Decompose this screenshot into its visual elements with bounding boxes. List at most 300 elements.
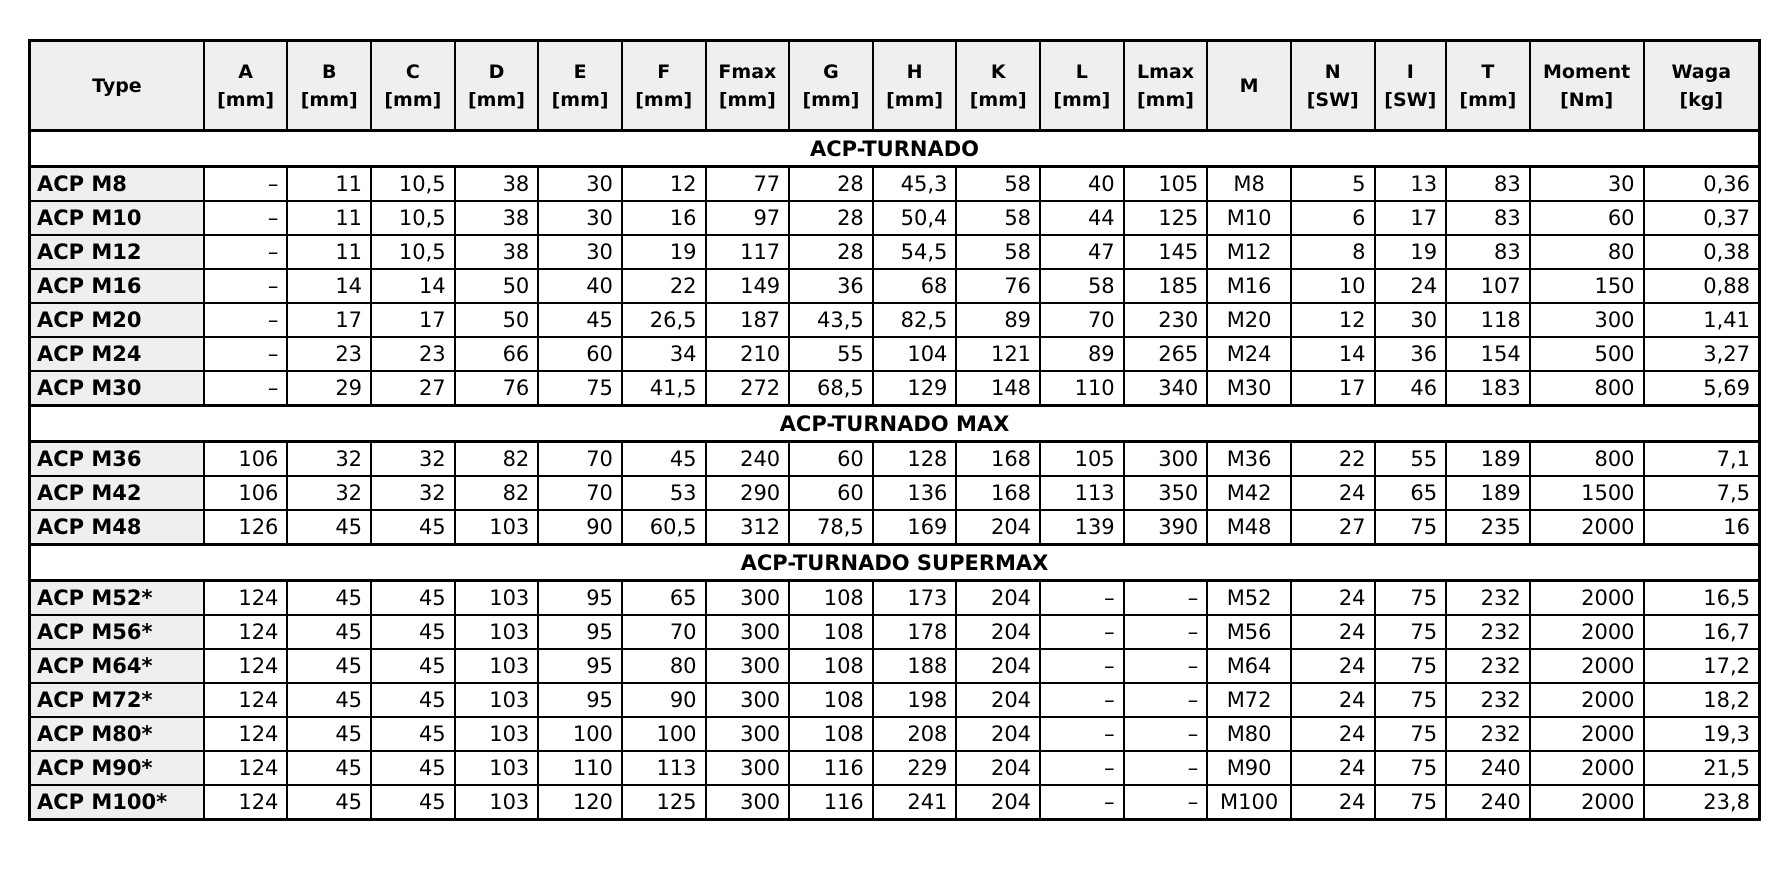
table-row <box>30 581 1760 616</box>
value-cell: 0,36 <box>1644 167 1760 202</box>
value-cell: 2000 <box>1530 717 1644 751</box>
value-cell: 28 <box>789 201 873 235</box>
value-cell: 24 <box>1291 717 1375 751</box>
column-header-l <box>1040 41 1124 131</box>
column-header-unit: [mm] <box>1137 88 1194 111</box>
value-cell: 60 <box>789 442 873 477</box>
value-cell: 300 <box>706 751 790 785</box>
value-cell: 32 <box>287 442 371 477</box>
value-cell: 45 <box>371 649 455 683</box>
value-cell: 60 <box>538 337 622 371</box>
value-cell: 300 <box>706 683 790 717</box>
column-header-unit: [mm] <box>217 88 275 111</box>
value-cell: 40 <box>1040 167 1124 202</box>
column-header-unit: [mm] <box>635 88 693 111</box>
spec-table <box>28 39 1761 821</box>
value-cell: 23 <box>287 337 371 371</box>
group-title: ACP-TURNADO MAX <box>30 406 1760 442</box>
value-cell: 75 <box>1375 683 1447 717</box>
group-header-row <box>30 131 1760 167</box>
value-cell: 17 <box>1375 201 1447 235</box>
value-cell: 58 <box>956 167 1040 202</box>
value-cell: 204 <box>956 581 1040 616</box>
value-cell: 89 <box>956 303 1040 337</box>
value-cell: 312 <box>706 510 790 545</box>
value-cell: 2000 <box>1530 581 1644 616</box>
value-cell: 82,5 <box>873 303 957 337</box>
value-cell: M20 <box>1207 303 1291 337</box>
value-cell: 11 <box>287 235 371 269</box>
column-header-label: E <box>573 60 587 83</box>
value-cell: 103 <box>455 510 539 545</box>
value-cell: 210 <box>706 337 790 371</box>
table-row <box>30 167 1760 202</box>
value-cell: 168 <box>956 442 1040 477</box>
value-cell: 29 <box>287 371 371 406</box>
value-cell: M56 <box>1207 615 1291 649</box>
value-cell: 0,38 <box>1644 235 1760 269</box>
value-cell: 13 <box>1375 167 1447 202</box>
value-cell: 75 <box>1375 615 1447 649</box>
column-header-fmax <box>706 41 790 131</box>
value-cell: 108 <box>789 615 873 649</box>
value-cell: 106 <box>204 442 288 477</box>
group-title: ACP-TURNADO SUPERMAX <box>30 545 1760 581</box>
value-cell: 30 <box>1375 303 1447 337</box>
column-header-label: B <box>321 60 337 83</box>
column-header-label: D <box>488 60 505 83</box>
value-cell: 390 <box>1124 510 1208 545</box>
value-cell: 70 <box>538 476 622 510</box>
value-cell: 44 <box>1040 201 1124 235</box>
value-cell: 60 <box>1530 201 1644 235</box>
value-cell: 22 <box>622 269 706 303</box>
column-header-f <box>622 41 706 131</box>
value-cell: 120 <box>538 785 622 820</box>
value-cell: 117 <box>706 235 790 269</box>
value-cell: 185 <box>1124 269 1208 303</box>
value-cell: M8 <box>1207 167 1291 202</box>
value-cell: 16 <box>1644 510 1760 545</box>
value-cell: 45 <box>371 581 455 616</box>
value-cell: 45 <box>371 751 455 785</box>
value-cell: 66 <box>455 337 539 371</box>
column-header-unit: [mm] <box>718 88 776 111</box>
value-cell: 45 <box>287 510 371 545</box>
value-cell: 1500 <box>1530 476 1644 510</box>
column-header-label: Lmax <box>1136 60 1194 83</box>
value-cell: 105 <box>1040 442 1124 477</box>
value-cell: 272 <box>706 371 790 406</box>
value-cell: 168 <box>956 476 1040 510</box>
column-header-label: Fmax <box>718 60 777 83</box>
value-cell: 70 <box>538 442 622 477</box>
value-cell: 300 <box>706 581 790 616</box>
value-cell: 17 <box>371 303 455 337</box>
value-cell: 2000 <box>1530 751 1644 785</box>
value-cell: 95 <box>538 615 622 649</box>
value-cell: 24 <box>1291 683 1375 717</box>
value-cell: 129 <box>873 371 957 406</box>
value-cell: 204 <box>956 510 1040 545</box>
value-cell: 26,5 <box>622 303 706 337</box>
value-cell: 500 <box>1530 337 1644 371</box>
value-cell: 36 <box>1375 337 1447 371</box>
column-header-k <box>956 41 1040 131</box>
value-cell: – <box>1040 751 1124 785</box>
column-header-lmax <box>1124 41 1208 131</box>
value-cell: 204 <box>956 717 1040 751</box>
value-cell: 50 <box>455 303 539 337</box>
value-cell: M72 <box>1207 683 1291 717</box>
value-cell: 24 <box>1375 269 1447 303</box>
value-cell: M52 <box>1207 581 1291 616</box>
value-cell: – <box>204 371 288 406</box>
value-cell: 30 <box>538 201 622 235</box>
value-cell: – <box>1124 785 1208 820</box>
column-header-label: G <box>823 60 839 83</box>
column-header-unit: [mm] <box>300 88 358 111</box>
column-header-label: Waga <box>1671 60 1732 83</box>
type-cell: ACP M80* <box>30 717 204 751</box>
value-cell: 40 <box>538 269 622 303</box>
value-cell: M16 <box>1207 269 1291 303</box>
value-cell: 340 <box>1124 371 1208 406</box>
value-cell: 178 <box>873 615 957 649</box>
value-cell: 124 <box>204 717 288 751</box>
value-cell: 75 <box>1375 785 1447 820</box>
column-header-n <box>1291 41 1375 131</box>
value-cell: 2000 <box>1530 510 1644 545</box>
value-cell: 24 <box>1291 476 1375 510</box>
value-cell: 50,4 <box>873 201 957 235</box>
table-row <box>30 303 1760 337</box>
group-title: ACP-TURNADO <box>30 131 1760 167</box>
value-cell: – <box>1124 615 1208 649</box>
value-cell: 45 <box>287 649 371 683</box>
value-cell: 108 <box>789 717 873 751</box>
value-cell: 19 <box>1375 235 1447 269</box>
value-cell: 10,5 <box>371 167 455 202</box>
column-header-b <box>287 41 371 131</box>
value-cell: – <box>1124 751 1208 785</box>
value-cell: 47 <box>1040 235 1124 269</box>
column-header-unit: [mm] <box>1053 88 1111 111</box>
column-header-i <box>1375 41 1447 131</box>
value-cell: 45 <box>538 303 622 337</box>
value-cell: 154 <box>1446 337 1530 371</box>
value-cell: 23 <box>371 337 455 371</box>
value-cell: – <box>1040 649 1124 683</box>
value-cell: 95 <box>538 683 622 717</box>
value-cell: 45 <box>287 683 371 717</box>
column-header-c <box>371 41 455 131</box>
value-cell: 16,7 <box>1644 615 1760 649</box>
type-cell: ACP M90* <box>30 751 204 785</box>
column-header-h <box>873 41 957 131</box>
value-cell: 7,1 <box>1644 442 1760 477</box>
table-row <box>30 235 1760 269</box>
value-cell: 36 <box>789 269 873 303</box>
value-cell: 10,5 <box>371 201 455 235</box>
value-cell: 45 <box>622 442 706 477</box>
column-header-label: I <box>1406 60 1414 83</box>
value-cell: 103 <box>455 649 539 683</box>
value-cell: 100 <box>622 717 706 751</box>
value-cell: 14 <box>1291 337 1375 371</box>
value-cell: 32 <box>287 476 371 510</box>
value-cell: 300 <box>706 717 790 751</box>
value-cell: – <box>1124 683 1208 717</box>
value-cell: 235 <box>1446 510 1530 545</box>
value-cell: 139 <box>1040 510 1124 545</box>
type-cell: ACP M30 <box>30 371 204 406</box>
column-header-a <box>204 41 288 131</box>
value-cell: 126 <box>204 510 288 545</box>
column-header-d <box>455 41 539 131</box>
value-cell: 58 <box>1040 269 1124 303</box>
group-header-row <box>30 545 1760 581</box>
value-cell: 75 <box>1375 751 1447 785</box>
value-cell: 24 <box>1291 649 1375 683</box>
value-cell: 14 <box>287 269 371 303</box>
group-header-row <box>30 406 1760 442</box>
column-header-label: Type <box>92 74 142 97</box>
value-cell: 189 <box>1446 476 1530 510</box>
value-cell: 148 <box>956 371 1040 406</box>
value-cell: – <box>1040 717 1124 751</box>
column-header-e <box>538 41 622 131</box>
value-cell: – <box>204 269 288 303</box>
value-cell: 124 <box>204 649 288 683</box>
value-cell: 12 <box>622 167 706 202</box>
value-cell: 103 <box>455 751 539 785</box>
value-cell: 80 <box>1530 235 1644 269</box>
table-row <box>30 717 1760 751</box>
value-cell: 800 <box>1530 371 1644 406</box>
value-cell: 300 <box>1530 303 1644 337</box>
value-cell: 55 <box>789 337 873 371</box>
value-cell: 27 <box>371 371 455 406</box>
table-row <box>30 785 1760 820</box>
value-cell: M64 <box>1207 649 1291 683</box>
value-cell: – <box>204 167 288 202</box>
value-cell: 108 <box>789 683 873 717</box>
value-cell: 124 <box>204 581 288 616</box>
value-cell: 17 <box>1291 371 1375 406</box>
value-cell: 103 <box>455 683 539 717</box>
column-header-unit: [mm] <box>802 88 860 111</box>
value-cell: 97 <box>706 201 790 235</box>
value-cell: 65 <box>622 581 706 616</box>
value-cell: 24 <box>1291 751 1375 785</box>
value-cell: 232 <box>1446 581 1530 616</box>
value-cell: M10 <box>1207 201 1291 235</box>
value-cell: 32 <box>371 442 455 477</box>
value-cell: 300 <box>706 649 790 683</box>
value-cell: 70 <box>1040 303 1124 337</box>
value-cell: M48 <box>1207 510 1291 545</box>
column-header-unit: [SW] <box>1384 88 1437 111</box>
value-cell: 232 <box>1446 717 1530 751</box>
column-header-label: K <box>990 60 1006 83</box>
value-cell: 300 <box>1124 442 1208 477</box>
value-cell: – <box>1040 615 1124 649</box>
value-cell: 34 <box>622 337 706 371</box>
value-cell: 11 <box>287 167 371 202</box>
type-cell: ACP M16 <box>30 269 204 303</box>
type-cell: ACP M36 <box>30 442 204 477</box>
value-cell: 70 <box>622 615 706 649</box>
value-cell: 3,27 <box>1644 337 1760 371</box>
value-cell: 28 <box>789 167 873 202</box>
value-cell: 290 <box>706 476 790 510</box>
value-cell: 68,5 <box>789 371 873 406</box>
value-cell: 24 <box>1291 785 1375 820</box>
value-cell: 78,5 <box>789 510 873 545</box>
value-cell: 45 <box>371 785 455 820</box>
type-cell: ACP M42 <box>30 476 204 510</box>
value-cell: 19,3 <box>1644 717 1760 751</box>
value-cell: 75 <box>1375 510 1447 545</box>
value-cell: 2000 <box>1530 649 1644 683</box>
column-header-label: H <box>906 60 923 83</box>
value-cell: 38 <box>455 201 539 235</box>
value-cell: 32 <box>371 476 455 510</box>
value-cell: 10,5 <box>371 235 455 269</box>
column-header-label: F <box>657 60 671 83</box>
value-cell: 89 <box>1040 337 1124 371</box>
value-cell: 24 <box>1291 581 1375 616</box>
column-header-label: A <box>238 60 253 83</box>
column-header-label: L <box>1075 60 1088 83</box>
value-cell: 107 <box>1446 269 1530 303</box>
value-cell: 75 <box>1375 717 1447 751</box>
type-cell: ACP M10 <box>30 201 204 235</box>
column-header-unit: [Nm] <box>1560 88 1614 111</box>
value-cell: 75 <box>1375 581 1447 616</box>
value-cell: 60 <box>789 476 873 510</box>
value-cell: 45 <box>287 615 371 649</box>
value-cell: 68 <box>873 269 957 303</box>
value-cell: 229 <box>873 751 957 785</box>
value-cell: 230 <box>1124 303 1208 337</box>
value-cell: 76 <box>455 371 539 406</box>
value-cell: 6 <box>1291 201 1375 235</box>
value-cell: 103 <box>455 785 539 820</box>
value-cell: – <box>1040 581 1124 616</box>
value-cell: 116 <box>789 751 873 785</box>
value-cell: 150 <box>1530 269 1644 303</box>
value-cell: 136 <box>873 476 957 510</box>
value-cell: – <box>1124 717 1208 751</box>
value-cell: 28 <box>789 235 873 269</box>
column-header-label: N <box>1324 60 1341 83</box>
value-cell: M100 <box>1207 785 1291 820</box>
value-cell: 43,5 <box>789 303 873 337</box>
value-cell: 265 <box>1124 337 1208 371</box>
column-header-waga <box>1644 41 1760 131</box>
value-cell: 145 <box>1124 235 1208 269</box>
value-cell: 2000 <box>1530 615 1644 649</box>
value-cell: 80 <box>622 649 706 683</box>
value-cell: 5 <box>1291 167 1375 202</box>
value-cell: 1,41 <box>1644 303 1760 337</box>
value-cell: 103 <box>455 717 539 751</box>
type-cell: ACP M72* <box>30 683 204 717</box>
value-cell: 350 <box>1124 476 1208 510</box>
value-cell: M12 <box>1207 235 1291 269</box>
value-cell: 27 <box>1291 510 1375 545</box>
value-cell: 204 <box>956 683 1040 717</box>
table-row <box>30 683 1760 717</box>
value-cell: 90 <box>538 510 622 545</box>
type-cell: ACP M56* <box>30 615 204 649</box>
value-cell: 95 <box>538 649 622 683</box>
value-cell: 16,5 <box>1644 581 1760 616</box>
value-cell: 128 <box>873 442 957 477</box>
value-cell: 100 <box>538 717 622 751</box>
value-cell: 14 <box>371 269 455 303</box>
value-cell: 0,37 <box>1644 201 1760 235</box>
value-cell: 103 <box>455 615 539 649</box>
value-cell: 83 <box>1446 167 1530 202</box>
value-cell: 113 <box>622 751 706 785</box>
value-cell: 113 <box>1040 476 1124 510</box>
value-cell: 204 <box>956 751 1040 785</box>
value-cell: 23,8 <box>1644 785 1760 820</box>
value-cell: 45 <box>287 581 371 616</box>
type-cell: ACP M24 <box>30 337 204 371</box>
value-cell: 204 <box>956 785 1040 820</box>
value-cell: – <box>204 303 288 337</box>
column-header-label: M <box>1239 74 1259 97</box>
value-cell: – <box>1040 785 1124 820</box>
value-cell: 208 <box>873 717 957 751</box>
value-cell: 24 <box>1291 615 1375 649</box>
value-cell: 82 <box>455 476 539 510</box>
value-cell: 58 <box>956 201 1040 235</box>
value-cell: 232 <box>1446 649 1530 683</box>
value-cell: – <box>204 201 288 235</box>
value-cell: 124 <box>204 683 288 717</box>
value-cell: 118 <box>1446 303 1530 337</box>
value-cell: 22 <box>1291 442 1375 477</box>
value-cell: 83 <box>1446 201 1530 235</box>
type-cell: ACP M64* <box>30 649 204 683</box>
value-cell: 45 <box>371 683 455 717</box>
column-header-label: T <box>1481 60 1495 83</box>
value-cell: 17 <box>287 303 371 337</box>
column-header-unit: [mm] <box>551 88 609 111</box>
value-cell: 240 <box>1446 785 1530 820</box>
value-cell: 108 <box>789 649 873 683</box>
table-row <box>30 649 1760 683</box>
column-header-unit: [SW] <box>1306 88 1359 111</box>
value-cell: 187 <box>706 303 790 337</box>
value-cell: 204 <box>956 615 1040 649</box>
value-cell: 173 <box>873 581 957 616</box>
value-cell: – <box>1124 649 1208 683</box>
value-cell: 110 <box>538 751 622 785</box>
value-cell: 149 <box>706 269 790 303</box>
value-cell: 124 <box>204 785 288 820</box>
column-header-m <box>1207 41 1291 131</box>
value-cell: 11 <box>287 201 371 235</box>
value-cell: 240 <box>706 442 790 477</box>
column-header-unit: [mm] <box>886 88 944 111</box>
value-cell: 198 <box>873 683 957 717</box>
